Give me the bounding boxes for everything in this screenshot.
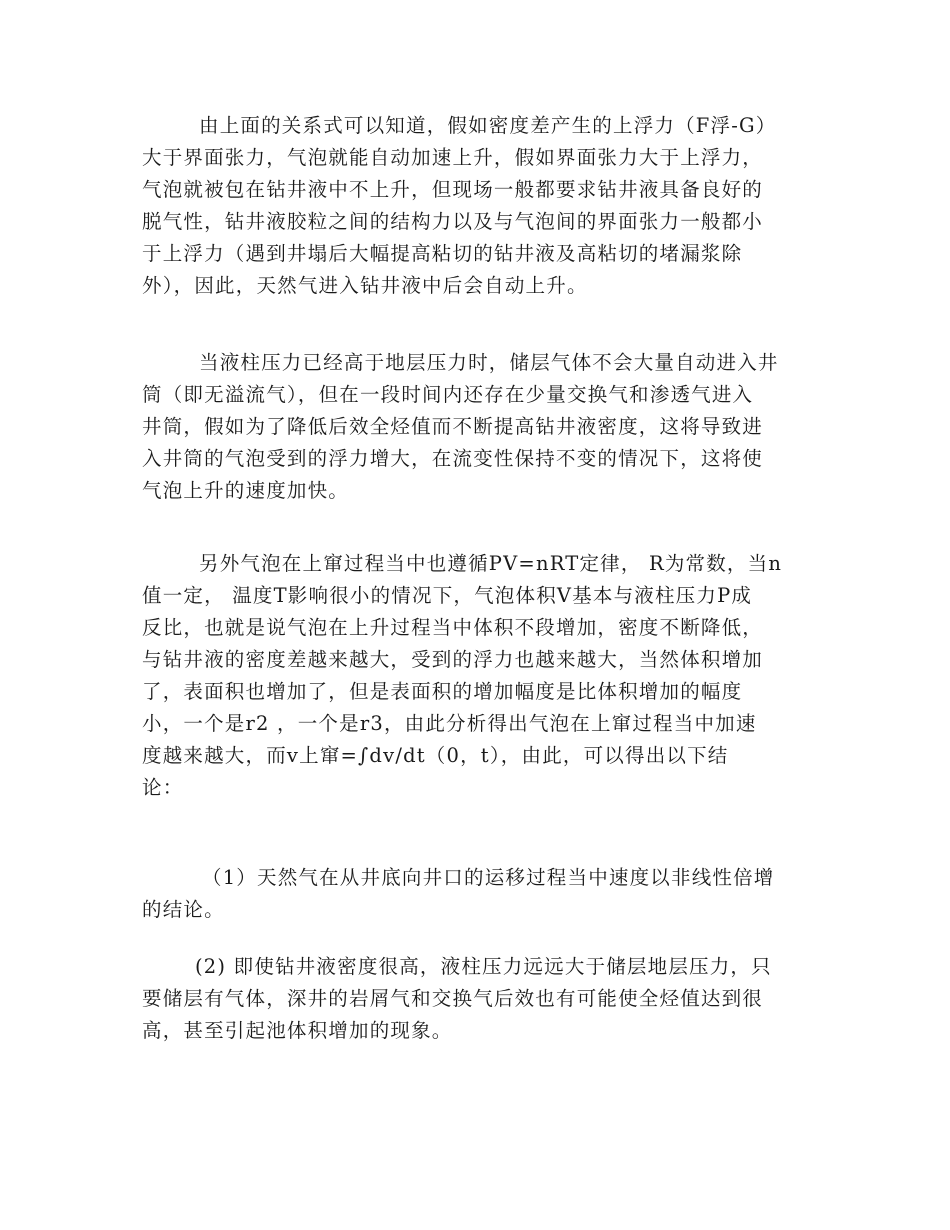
paragraph-2 bbox=[142, 347, 822, 507]
text-line: 气泡上升的速度加快。 bbox=[142, 479, 350, 502]
text-line: 度越来越大，而v上窜=∫dv/dt（0，t），由此，可以得出以下结 bbox=[142, 744, 729, 767]
text-line: 井筒，假如为了降低后效全烃值而不断提高钻井液密度，这将导致进 bbox=[142, 415, 764, 438]
text-line: 筒（即无溢流气），但在一段时间内还存在少量交换气和渗透气进入 bbox=[142, 383, 754, 406]
text-line: (2) 即使钻井液密度很高，液柱压力远远大于储层地层压力，只 bbox=[195, 955, 772, 978]
text-line: 与钻井液的密度差越来越大，受到的浮力也越来越大，当然体积增加 bbox=[142, 648, 764, 671]
text-line: 入井筒的气泡受到的浮力增大，在流变性保持不变的情况下，这将使 bbox=[142, 447, 764, 470]
text-line: 脱气性，钻井液胶粒之间的结构力以及与气泡间的界面张力一般都小 bbox=[142, 210, 764, 233]
text-line: 由上面的关系式可以知道，假如密度差产生的上浮力（F浮-G） bbox=[199, 114, 777, 137]
text-line: 于上浮力（遇到井塌后大幅提高粘切的钻井液及高粘切的堵漏浆除 bbox=[142, 242, 743, 265]
text-line: 值一定， 温度T影响很小的情况下，气泡体积V基本与液柱压力P成 bbox=[142, 584, 753, 607]
text-line: 的结论。 bbox=[142, 898, 225, 921]
paragraph-1 bbox=[142, 110, 822, 302]
text-line: 另外气泡在上窜过程当中也遵循PV=nRT定律， R为常数，当n bbox=[199, 552, 783, 575]
text-line: 了，表面积也增加了，但是表面积的增加幅度是比体积增加的幅度 bbox=[142, 680, 743, 703]
text-line: 反比，也就是说气泡在上升过程当中体积不段增加，密度不断降低， bbox=[142, 616, 764, 639]
text-line: （1）天然气在从井底向井口的运移过程当中速度以非线性倍增 bbox=[202, 866, 775, 889]
text-line: 要储层有气体，深井的岩屑气和交换气后效也有可能使全烃值达到很 bbox=[142, 987, 764, 1010]
text-line: 气泡就被包在钻井液中不上升，但现场一般都要求钻井液具备良好的 bbox=[142, 178, 764, 201]
text-line: 论： bbox=[142, 776, 184, 799]
paragraph-3 bbox=[142, 548, 822, 804]
paragraph-5 bbox=[142, 951, 822, 1047]
text-line: 高，甚至引起池体积增加的现象。 bbox=[142, 1019, 453, 1042]
text-line: 小，一个是r2 ，一个是r3，由此分析得出气泡在上窜过程当中加速 bbox=[142, 712, 757, 735]
text-line: 当液柱压力已经高于地层压力时，储层气体不会大量自动进入井 bbox=[199, 351, 779, 374]
text-line: 大于界面张力，气泡就能自动加速上升，假如界面张力大于上浮力， bbox=[142, 146, 764, 169]
text-line: 外），因此，天然气进入钻井液中后会自动上升。 bbox=[142, 274, 588, 297]
paragraph-4 bbox=[142, 862, 822, 926]
